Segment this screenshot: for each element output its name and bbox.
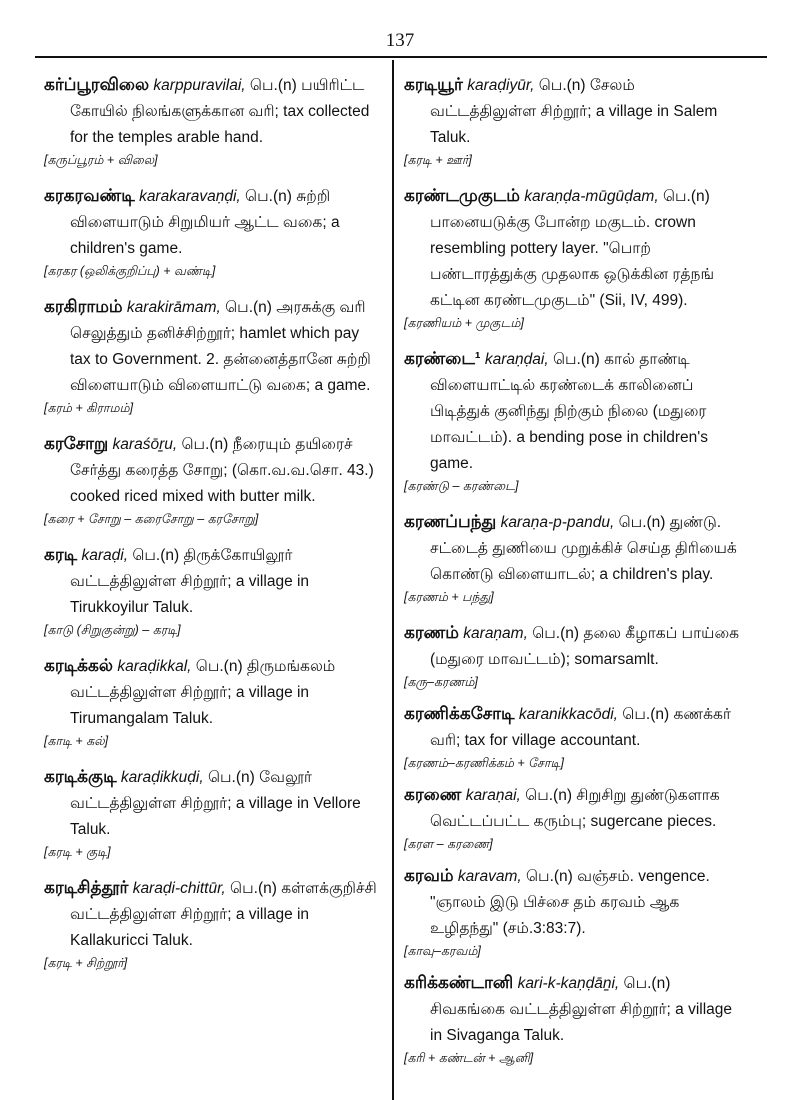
dictionary-entry: [404, 782, 740, 853]
etymology: [கரடி + சிற்றூர்]: [44, 956, 128, 970]
transliteration: karppuravilai,: [153, 77, 246, 94]
headword: கர்ப்பூரவிலை: [44, 75, 150, 94]
transliteration: karaḍikkal,: [117, 658, 192, 675]
etymology: [கரடி + குடி]: [44, 845, 111, 859]
etymology: [கரம் + கிராமம்]: [44, 401, 134, 415]
transliteration: karaṇḍa-mūgūḍam,: [524, 188, 659, 205]
headword: கரிக்கண்டானி: [404, 973, 514, 992]
dictionary-entry: [44, 72, 382, 169]
transliteration: karaṇai,: [465, 787, 521, 804]
definition: பெ.(n) பயிரிட்ட கோயில் நிலங்களுக்கான வரி; tax collected for the temples arable hand.: [70, 77, 370, 146]
transliteration: kari-k-kaṇḍāṉi,: [517, 975, 620, 992]
transliteration: karaṇa-p-pandu,: [500, 514, 615, 531]
headword: கரண்டை¹: [404, 349, 481, 368]
headword: கரகரவண்டி: [44, 186, 135, 205]
transliteration: karaśōṟu,: [112, 436, 178, 453]
etymology: [கரடி + ஊர்]: [404, 153, 472, 167]
page-number: 137: [385, 30, 415, 51]
definition: பெ.(n) சேலம் வட்டத்திலுள்ள சிற்றூர்; a village in Salem Taluk.: [430, 77, 718, 146]
headword: கரடிக்கல்: [44, 656, 114, 675]
headword: கரடிக்குடி: [44, 767, 117, 786]
etymology: [கரு–கரணம்]: [404, 675, 478, 689]
dictionary-entry: [404, 346, 740, 495]
definition: பெ.(n) துண்டு. சட்டைத் துணியை முறுக்கிச் செய்த திரியைக் கொண்டு விளையாடல்; a children's play.: [430, 514, 737, 583]
dictionary-entry: [44, 875, 382, 972]
headword: கரகிராமம்: [44, 297, 123, 316]
headword: கரசோறு: [44, 434, 109, 453]
header-rule: [35, 56, 767, 58]
left-column: [44, 72, 382, 986]
transliteration: karaṇḍai,: [484, 351, 549, 368]
transliteration: karaṇam,: [463, 625, 528, 642]
dictionary-entry: [404, 620, 740, 691]
transliteration: karaḍiyūr,: [467, 77, 535, 94]
definition: பெ.(n) நீரையும் தயிரைச் சேர்த்து கரைத்த சோறு; (கொ.வ.வ.சொ. 43.) cooked riced mixed with butter milk.: [70, 436, 374, 505]
definition: பெ.(n) கள்ளக்குறிச்சி வட்டத்திலுள்ள சிற்றூர்; a village in Kallakuricci Taluk.: [70, 880, 377, 949]
dictionary-entry: [404, 970, 740, 1067]
definition: பெ.(n) சிறுசிறு துண்டுகளாக வெட்டப்பட்ட கரும்பு; sugercane pieces.: [430, 787, 720, 830]
headword: கரண்டமுகுடம்: [404, 186, 520, 205]
transliteration: karakirāmam,: [126, 299, 221, 316]
definition: பெ.(n) தலை கீழாகப் பாய்கை (மதுரை மாவட்டம்); somarsamlt.: [430, 625, 740, 668]
definition: பெ.(n) சிவகங்கை வட்டத்திலுள்ள சிற்றூர்; a village in Sivaganga Taluk.: [430, 975, 733, 1044]
etymology: [கரண்டு – கரண்டை]: [404, 479, 519, 493]
transliteration: karavam,: [457, 868, 522, 885]
dictionary-entry: [44, 294, 382, 417]
transliteration: karanikkacōdi,: [518, 706, 618, 723]
etymology: [கரள – கரணை]: [404, 837, 493, 851]
dictionary-entry: [44, 653, 382, 750]
etymology: [கரணம்–கரணிக்கம் + சோடி]: [404, 756, 564, 770]
definition: பெ.(n) கால் தாண்டி விளையாட்டில் கரண்டைக் காலினைப் பிடித்துக் குனிந்து நிற்கும் நிலை (மதுரை மாவட்டம்). a bending pose in children's game.: [430, 351, 709, 472]
headword: கரவம்: [404, 866, 454, 885]
definition: பெ.(n) பானையடுக்கு போன்ற மகுடம். crown resembling pottery layer. "பொற் பண்டாரத்துக்கு முதலாக ஒடுக்கின ரத்நங் கட்டின கரண்டமுகுடம்" (Sii, IV, 499).: [430, 188, 715, 309]
headword: கரடிசித்தூர்: [44, 878, 129, 897]
transliteration: karaḍikkuḍi,: [120, 769, 204, 786]
etymology: [காவு–கரவம்]: [404, 944, 481, 958]
dictionary-entry: [404, 701, 740, 772]
etymology: [கருப்பூரம் + விலை]: [44, 153, 158, 167]
dictionary-entry: [44, 431, 382, 528]
definition: பெ.(n) சுற்றி விளையாடும் சிறுமியர் ஆட்ட வகை; a children's game.: [70, 188, 340, 257]
etymology: [கரணம் + பந்து]: [404, 590, 494, 604]
dictionary-entry: [404, 509, 740, 606]
etymology: [காடு (சிறுகுன்று) – கரடி]: [44, 623, 181, 637]
headword: கரடி: [44, 545, 78, 564]
transliteration: karakaravaṇḍi,: [139, 188, 241, 205]
headword: கரடியூர்: [404, 75, 463, 94]
etymology: [கரி + கண்டன் + ஆனி]: [404, 1051, 534, 1065]
dictionary-entry: [404, 183, 740, 332]
dictionary-entry: [404, 863, 740, 960]
definition: பெ.(n) அரசுக்கு வரி செலுத்தும் தனிச்சிற்றூர்; hamlet which pay tax to Government. 2. தன்னைத்தானே சுற்றி விளையாடும் விளையாட்டு வகை; a game.: [70, 299, 371, 394]
definition: பெ.(n) திருமங்கலம் வட்டத்திலுள்ள சிற்றூர்; a village in Tirumangalam Taluk.: [70, 658, 336, 727]
transliteration: karaḍi,: [81, 547, 129, 564]
definition: பெ.(n) வஞ்சம். vengence. "ஞாலம் இடு பிச்சை தம் கரவம் ஆக உழிதந்து" (சம்.3:83:7).: [430, 868, 710, 937]
etymology: [காடி + கல்]: [44, 734, 109, 748]
definition: பெ.(n) திருக்கோயிலூர் வட்டத்திலுள்ள சிற்றூர்; a village in Tirukkoyilur Taluk.: [70, 547, 310, 616]
column-divider: [392, 60, 394, 1100]
definition: பெ.(n) கணக்கர் வரி; tax for village accountant.: [430, 706, 732, 749]
etymology: [கரணியம் + முகுடம்]: [404, 316, 524, 330]
etymology: [கரை + சோறு – கரைசோறு – கரசோறு]: [44, 512, 259, 526]
definition: பெ.(n) வேலூர் வட்டத்திலுள்ள சிற்றூர்; a village in Vellore Taluk.: [70, 769, 361, 838]
dictionary-entry: [44, 542, 382, 639]
headword: கரணம்: [404, 623, 459, 642]
dictionary-entry: [44, 764, 382, 861]
headword: கரணிக்கசோடி: [404, 704, 515, 723]
headword: கரணை: [404, 785, 462, 804]
etymology: [கரகர (ஒலிக்குறிப்பு) + வண்டி]: [44, 264, 216, 278]
transliteration: karaḍi-chittūr,: [132, 880, 226, 897]
right-column: [404, 72, 740, 1077]
dictionary-entry: [44, 183, 382, 280]
headword: கரணப்பந்து: [404, 512, 497, 531]
dictionary-entry: [404, 72, 740, 169]
